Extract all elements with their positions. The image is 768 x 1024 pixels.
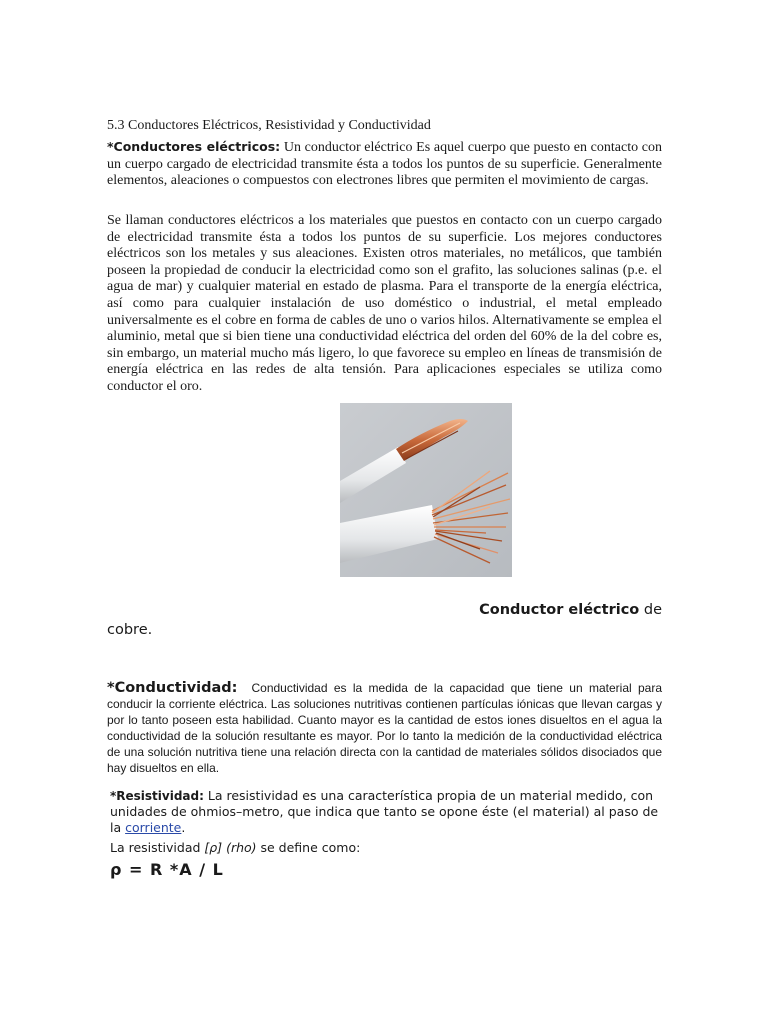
conductores-label: *Conductores eléctricos: — [107, 139, 281, 154]
conductividad-text: Conductividad es la medida de la capacidad que tiene un material para conducir la corriente eléctrica. Las soluciones nutritivas contienen partículas iónicas que llevan cargas y por lo tanto poseen esta habilidad. Cuanto mayor es la cantidad de estos iones disueltos en el agua la conductividad de la solución resultante es mayor. Por lo tanto la medición de la conductividad eléctrica de una solución nutritiva tiene una relación directa con la cantidad de materiales sólidos disociados que hay disueltos en ella. — [107, 681, 662, 775]
section-heading: 5.3 Conductores Eléctricos, Resistividad y Conductividad — [107, 118, 431, 133]
figure-caption — [107, 602, 662, 618]
figure-caption-continued: cobre. — [107, 622, 153, 638]
copper-cable-photo — [340, 403, 512, 577]
definition-post: se define como: — [256, 840, 361, 855]
conductores-paragraph — [107, 139, 662, 190]
resistividad-label: *Resistividad: — [110, 789, 204, 803]
figure-caption-bold: Conductor eléctrico — [479, 602, 640, 618]
definition-line — [110, 840, 360, 855]
resistividad-text-end: . — [181, 820, 186, 835]
definition-symbol: [ρ] (rho) — [204, 840, 257, 855]
resistividad-paragraph — [110, 788, 662, 836]
figure-caption-rest: de — [639, 602, 662, 618]
conductividad-label: *Conductividad: — [107, 680, 238, 696]
conductividad-paragraph — [107, 680, 662, 776]
resistividad-text: La resistividad es una característica propia de un material medido, con unidades de ohmios–metro, que indica que tanto se opone éste (el material) al paso de la — [110, 788, 659, 835]
conductores-detail-paragraph: Se llaman conductores eléctricos a los materiales que puestos en contacto con un cuerpo cargado de electricidad transmite ésta a todos los puntos de su superficie. Los mejores conductores eléctricos son los metales y sus aleaciones. Existen otros materiales, no metálicos, que también poseen la propiedad de conducir la electricidad como son el grafito, las soluciones salinas (p.e. el agua de mar) y cualquier material en estado de plasma. Para el transporte de la energía eléctrica, así como para cualquier instalación de uso doméstico o industrial, el metal empleado universalmente es el cobre en forma de cables de uno o varios hilos. Alternativamente se emplea el aluminio, metal que si bien tiene una conductividad eléctrica del orden del 60% de la del cobre es, sin embargo, un material mucho más ligero, lo que favorece su empleo en líneas de transmisión de energía eléctrica en las redes de alta tensión. Para aplicaciones especiales se utiliza como conductor el oro. — [107, 213, 662, 394]
resistivity-formula: ρ = R *A / L — [110, 860, 224, 879]
corriente-link[interactable]: corriente — [125, 820, 182, 835]
conductores-text: Un conductor eléctrico Es aquel cuerpo que puesto en contacto con un cuerpo cargado de electricidad transmite ésta a todos los puntos de su superficie. Generalmente elementos, aleaciones o compuestos con electrones libres que permiten el movimiento de cargas. — [107, 140, 662, 188]
definition-pre: La resistividad — [110, 840, 205, 855]
